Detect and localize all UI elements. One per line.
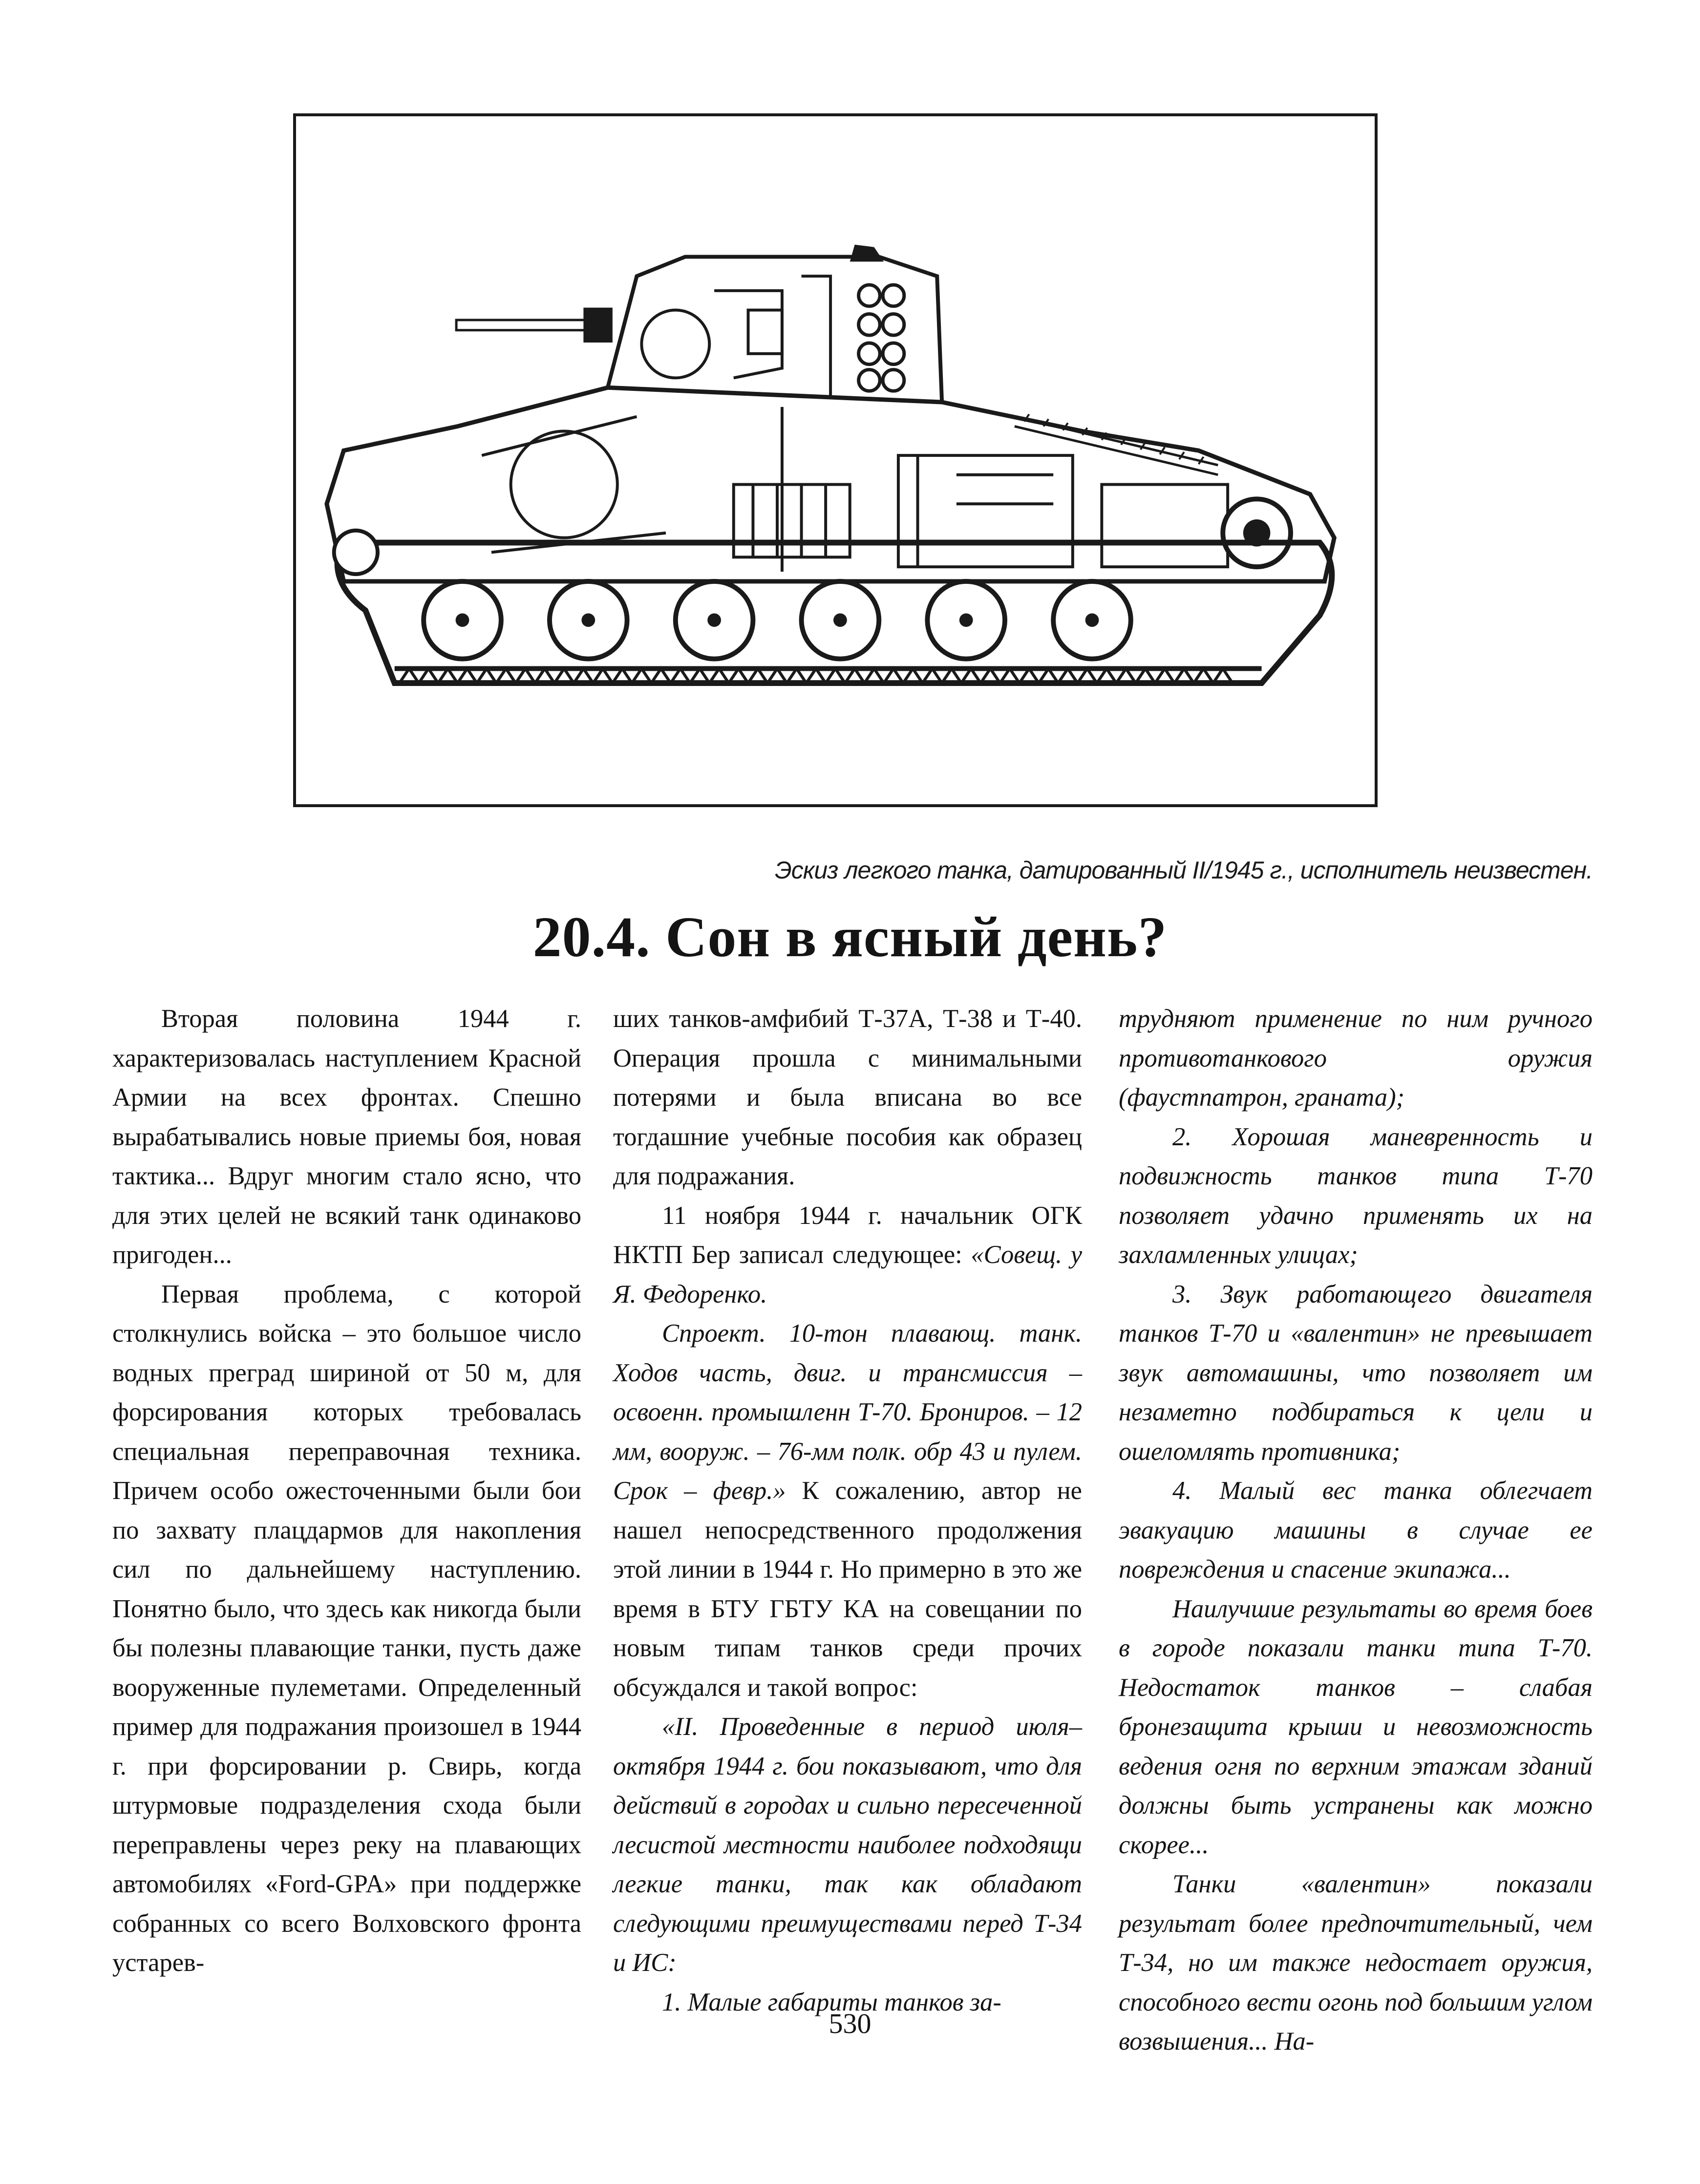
paragraph: 3. Звук работающего двигателя танков Т-70 и «валентин» не превышает звук автомашины, что позволяет им незаметно подбираться к цели и ошеломлять противника; [1119, 1280, 1593, 1466]
light-tank-sketch-illustration [296, 116, 1375, 804]
paragraph: трудняют применение по ним ручного противотанкового оружия (фаустпатрон, граната); [1119, 1005, 1593, 1112]
quote-text: «II. Проведенные в период июля–октября 1944 г. бои показывают, что для действий в городах и сильно пересеченной лесистой местности наиболее подходящи легкие танки, так как обладают следующими преимуществами перед Т-34 и ИС: [613, 1713, 1082, 1977]
paragraph: Первая проблема, с которой столкнулись войска – это большое число водных преград шириной от 50 м, для форсирования которых требовалась специальная переправочная техника. Причем особо ожесточенными были бои по захвату плацдармов для накопления сил по дальнейшему наступлению. Понятно было, что здесь как никогда были бы полезны плавающие танки, пусть даже вооруженные пулеметами. Определенный пример для подражания произошел в 1944 г. при форсировании р. Свирь, когда штурмовые подразделения схода были переправлены через реку на плавающих автомобилях «Ford-GPA» при поддержке собранных со всего Волховского фронта устарев- [112, 1280, 581, 1977]
paragraph: Вторая половина 1944 г. характеризовалась наступлением Красной Армии на всех фронтах. Спешно вырабатывались новые приемы боя, новая тактика... Вдруг многим стало ясно, что для этих целей не всякий танк одинаково пригоден... [112, 1005, 581, 1269]
paragraph-text: 11 ноября 1944 г. начальник ОГК НКТП Бер записал следующее: [613, 1201, 1082, 1269]
text-column-middle [613, 999, 1082, 2022]
paragraph [613, 1314, 1082, 1707]
paragraph: Танки «валентин» показали результат более предпочтительный, чем Т-34, но им также недостает оружия, способного вести огонь под большим углом возвышения... На- [1119, 1870, 1593, 2056]
page-number: 530 [829, 2008, 871, 2039]
paragraph [613, 1707, 1082, 1983]
paragraph: 2. Хорошая маневренность и подвижность танков типа Т-70 позволяет удачно применять их на захламленных улицах; [1119, 1122, 1593, 1269]
quote-text: Спроект. 10-тон плавающ. танк. Ходов часть, двиг. и трансмиссия – освоенн. промышленн Т-70. Брониров. – 12 мм, вооруж. – 76-мм полк. обр 43 и пулем. Срок – февр.» [613, 1319, 1082, 1505]
paragraph: 4. Малый вес танка облегчает эвакуацию машины в случае ее повреждения и спасение экипажа... [1119, 1477, 1593, 1584]
paragraph: ших танков-амфибий Т-37А, Т-38 и Т-40. Операция прошла с минимальными потерями и была вписана во все тогдашние учебные пособия как образец для подражания. [613, 1005, 1082, 1190]
paragraph [613, 1196, 1082, 1314]
quote-text: 1. Малые габариты танков за- [662, 1988, 1001, 2016]
tank-sketch-figure [293, 113, 1378, 807]
paragraph-text: К сожалению, автор не нашел непосредственного продолжения этой линии в 1944 г. Но примерно в это же время в БТУ ГБТУ КА на совещании по новым типам танков среди прочих обсуждался и такой вопрос: [613, 1477, 1082, 1702]
text-column-right [1119, 999, 1593, 2061]
section-title: 20.4. Сон в ясный день? [532, 905, 1168, 969]
quote-text: «Совещ. у Я. Федоренко. [613, 1241, 1083, 1308]
paragraph: Наилучшие результаты во время боев в городе показали танки типа Т-70. Недостаток танков – слабая бронезащита крыши и невозможность ведения огня по верхним этажам зданий должны быть устранены как можно скорее... [1119, 1594, 1593, 1859]
text-column-left [112, 999, 581, 1983]
figure-caption: Эскиз легкого танка, датированный II/1945 г., исполнитель неизвестен. [775, 856, 1593, 884]
